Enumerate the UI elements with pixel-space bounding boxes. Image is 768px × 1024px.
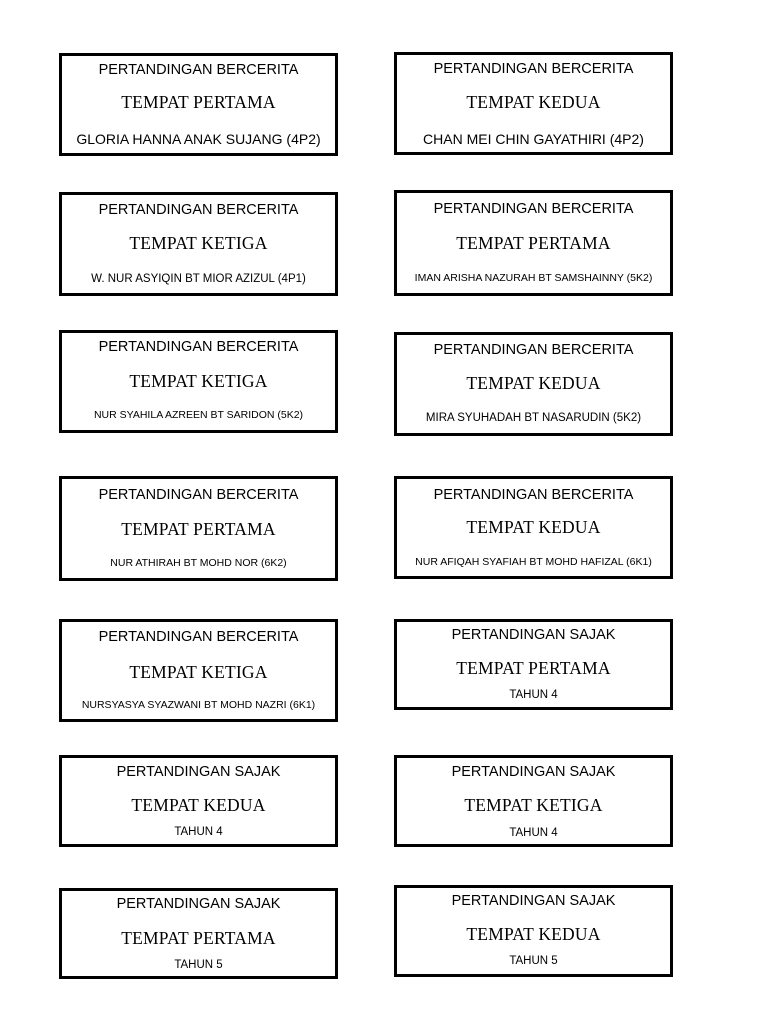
certificate-card xyxy=(394,755,673,847)
place-title: TEMPAT KEDUA xyxy=(131,795,266,815)
winner-name: IMAN ARISHA NAZURAH BT SAMSHAINNY (5K2) xyxy=(414,272,653,284)
certificate-card xyxy=(59,619,338,722)
year-label: TAHUN 4 xyxy=(509,689,558,701)
year-label: TAHUN 5 xyxy=(509,955,558,967)
winner-name: NUR AFIQAH SYAFIAH BT MOHD HAFIZAL (6K1) xyxy=(415,556,652,568)
place-title: TEMPAT KETIGA xyxy=(464,795,603,815)
certificate-card xyxy=(59,330,338,433)
winner-name: NURSYASYA SYAZWANI BT MOHD NAZRI (6K1) xyxy=(81,699,316,711)
winner-name: W. NUR ASYIQIN BT MIOR AZIZUL (4P1) xyxy=(91,273,306,285)
competition-title: PERTANDINGAN BERCERITA xyxy=(98,629,299,645)
place-title: TEMPAT KETIGA xyxy=(129,371,268,391)
place-title: TEMPAT KEDUA xyxy=(466,517,601,537)
year-label: TAHUN 5 xyxy=(174,959,223,971)
certificate-card xyxy=(59,755,338,847)
competition-title: PERTANDINGAN BERCERITA xyxy=(98,202,299,218)
competition-title: PERTANDINGAN BERCERITA xyxy=(433,201,634,217)
certificate-card xyxy=(394,885,673,977)
certificate-card xyxy=(394,52,673,155)
winner-name: MIRA SYUHADAH BT NASARUDIN (5K2) xyxy=(425,412,642,424)
place-title: TEMPAT PERTAMA xyxy=(121,92,276,112)
place-title: TEMPAT PERTAMA xyxy=(456,658,611,678)
place-title: TEMPAT PERTAMA xyxy=(121,928,276,948)
certificate-card xyxy=(394,476,673,579)
competition-title: PERTANDINGAN BERCERITA xyxy=(98,487,299,503)
competition-title: PERTANDINGAN SAJAK xyxy=(116,896,281,912)
winner-name: NUR SYAHILA AZREEN BT SARIDON (5K2) xyxy=(93,409,304,421)
certificate-card xyxy=(59,192,338,296)
competition-title: PERTANDINGAN BERCERITA xyxy=(98,62,299,78)
certificate-card xyxy=(59,53,338,156)
certificate-card xyxy=(394,332,673,436)
place-title: TEMPAT KEDUA xyxy=(466,924,601,944)
place-title: TEMPAT PERTAMA xyxy=(456,233,611,253)
competition-title: PERTANDINGAN BERCERITA xyxy=(433,487,634,503)
competition-title: PERTANDINGAN SAJAK xyxy=(451,764,616,780)
certificate-card xyxy=(59,888,338,979)
year-label: TAHUN 4 xyxy=(509,827,558,839)
competition-title: PERTANDINGAN SAJAK xyxy=(451,627,616,643)
place-title: TEMPAT KETIGA xyxy=(129,662,268,682)
competition-title: PERTANDINGAN SAJAK xyxy=(451,893,616,909)
certificate-card xyxy=(394,619,673,710)
certificate-card xyxy=(394,190,673,296)
place-title: TEMPAT KEDUA xyxy=(466,92,601,112)
competition-title: PERTANDINGAN BERCERITA xyxy=(433,61,634,77)
competition-title: PERTANDINGAN BERCERITA xyxy=(433,342,634,358)
winner-name: CHAN MEI CHIN GAYATHIRI (4P2) xyxy=(423,131,644,147)
certificate-card xyxy=(59,476,338,581)
place-title: TEMPAT KEDUA xyxy=(466,373,601,393)
year-label: TAHUN 4 xyxy=(174,826,223,838)
winner-name: GLORIA HANNA ANAK SUJANG (4P2) xyxy=(76,131,321,147)
competition-title: PERTANDINGAN SAJAK xyxy=(116,764,281,780)
winner-name: NUR ATHIRAH BT MOHD NOR (6K2) xyxy=(110,557,287,569)
competition-title: PERTANDINGAN BERCERITA xyxy=(98,339,299,355)
place-title: TEMPAT KETIGA xyxy=(129,233,268,253)
place-title: TEMPAT PERTAMA xyxy=(121,519,276,539)
